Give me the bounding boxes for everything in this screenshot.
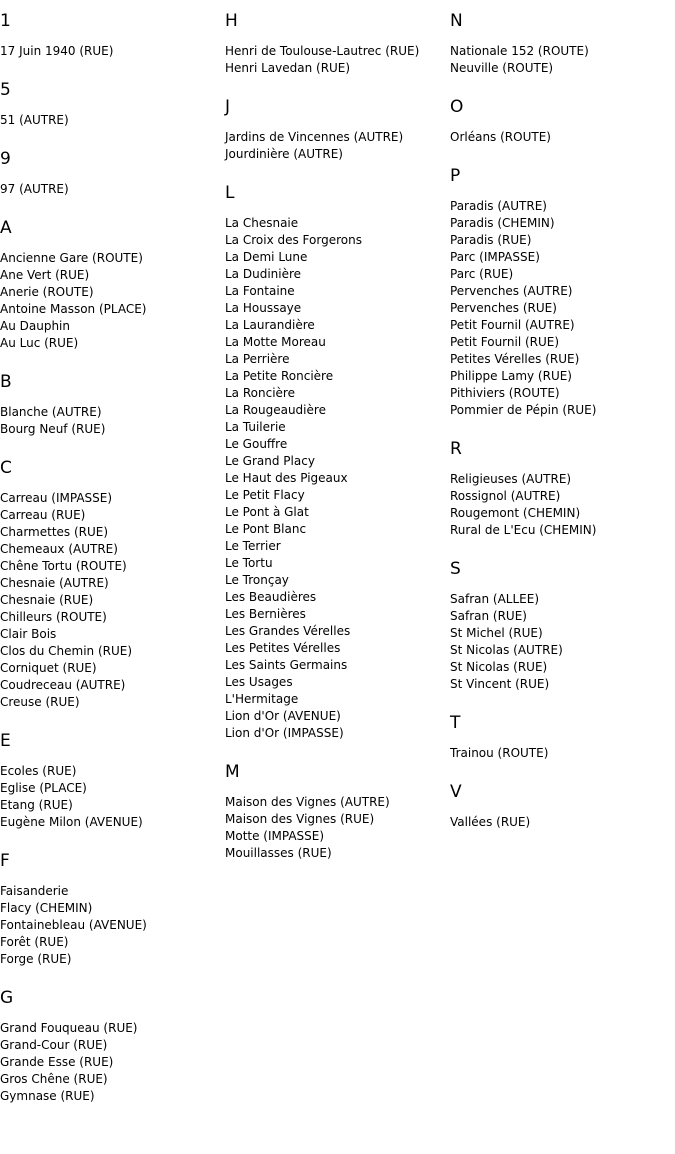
street-link[interactable]: Religieuses (AUTRE): [450, 472, 572, 486]
letter-group: [450, 712, 672, 762]
street-link[interactable]: Forge (RUE): [0, 952, 72, 966]
street-link[interactable]: La Perrière: [225, 352, 290, 366]
street-link[interactable]: Le Terrier: [225, 539, 281, 553]
letter-heading: G: [0, 988, 14, 1008]
street-link[interactable]: Chesnaie (RUE): [0, 593, 94, 607]
street-link[interactable]: Etang (RUE): [0, 798, 73, 812]
street-link[interactable]: 17 Juin 1940 (RUE): [0, 44, 114, 58]
street-link[interactable]: Le Pont Blanc: [225, 522, 307, 536]
street-list: [0, 1020, 222, 1105]
street-list: [225, 129, 447, 163]
street-link[interactable]: Chemeaux (AUTRE): [0, 542, 118, 556]
street-link[interactable]: Le Haut des Pigeaux: [225, 471, 348, 485]
letter-heading: 1: [0, 11, 11, 31]
letter-group: [0, 217, 222, 352]
street-index-column: [225, 10, 447, 881]
street-link[interactable]: Ecoles (RUE): [0, 764, 77, 778]
street-link[interactable]: Rural de L'Ecu (CHEMIN): [450, 523, 597, 537]
letter-group: [450, 438, 672, 539]
letter-heading: L: [225, 183, 235, 203]
letter-heading: J: [225, 97, 231, 117]
letter-heading: H: [225, 11, 238, 31]
street-link[interactable]: Chilleurs (ROUTE): [0, 610, 107, 624]
letter-heading: 9: [0, 149, 11, 169]
street-link[interactable]: Faisanderie: [0, 884, 69, 898]
street-link[interactable]: Trainou (ROUTE): [450, 746, 549, 760]
street-link[interactable]: Les Petites Vérelles: [225, 641, 341, 655]
street-link[interactable]: Pervenches (RUE): [450, 301, 557, 315]
street-list: [0, 181, 222, 198]
letter-group: [0, 730, 222, 831]
street-link[interactable]: Rossignol (AUTRE): [450, 489, 561, 503]
street-link[interactable]: La Croix des Forgerons: [225, 233, 362, 247]
letter-group: [450, 96, 672, 146]
street-list: [225, 794, 447, 862]
street-list: [450, 471, 672, 539]
street-link[interactable]: Forêt (RUE): [0, 935, 69, 949]
street-link[interactable]: Safran (RUE): [450, 609, 527, 623]
street-link[interactable]: Chesnaie (AUTRE): [0, 576, 109, 590]
street-link[interactable]: La Tuilerie: [225, 420, 286, 434]
letter-group: [450, 558, 672, 693]
street-link[interactable]: Le Tronçay: [225, 573, 289, 587]
street-link[interactable]: Pithiviers (ROUTE): [450, 386, 560, 400]
street-link[interactable]: Mouillasses (RUE): [225, 846, 332, 860]
street-link[interactable]: 51 (AUTRE): [0, 113, 69, 127]
letter-group: [225, 10, 447, 77]
street-list: [450, 43, 672, 77]
street-link[interactable]: Petites Vérelles (RUE): [450, 352, 580, 366]
street-link[interactable]: La Motte Moreau: [225, 335, 326, 349]
letter-heading: P: [450, 166, 461, 186]
street-link[interactable]: Pommier de Pépin (RUE): [450, 403, 597, 417]
street-link[interactable]: La Demi Lune: [225, 250, 308, 264]
street-link[interactable]: Lion d'Or (IMPASSE): [225, 726, 344, 740]
street-link[interactable]: St Nicolas (AUTRE): [450, 643, 563, 657]
street-link[interactable]: St Michel (RUE): [450, 626, 543, 640]
street-link[interactable]: Henri Lavedan (RUE): [225, 61, 351, 75]
letter-group: [0, 10, 222, 60]
letter-heading: M: [225, 762, 240, 782]
street-link[interactable]: Corniquet (RUE): [0, 661, 97, 675]
street-link[interactable]: Chêne Tortu (ROUTE): [0, 559, 127, 573]
letter-group: [0, 987, 222, 1105]
street-link[interactable]: Le Gouffre: [225, 437, 288, 451]
street-link[interactable]: 97 (AUTRE): [0, 182, 69, 196]
street-link[interactable]: Parc (RUE): [450, 267, 514, 281]
street-link[interactable]: Blanche (AUTRE): [0, 405, 102, 419]
street-link[interactable]: Eglise (PLACE): [0, 781, 87, 795]
letter-group: [450, 165, 672, 419]
letter-group: [0, 79, 222, 129]
street-list: [0, 404, 222, 438]
street-index-column: [450, 10, 672, 850]
street-list: [450, 129, 672, 146]
street-link[interactable]: Eugène Milon (AVENUE): [0, 815, 143, 829]
street-index-column: [0, 10, 222, 1124]
street-list: [0, 883, 222, 968]
street-list: [450, 745, 672, 762]
street-link[interactable]: Carreau (IMPASSE): [0, 491, 113, 505]
street-link[interactable]: Pervenches (AUTRE): [450, 284, 573, 298]
letter-group: [450, 10, 672, 77]
street-link[interactable]: Clair Bois: [0, 627, 57, 641]
street-link[interactable]: La Chesnaie: [225, 216, 299, 230]
street-link[interactable]: Maison des Vignes (RUE): [225, 812, 375, 826]
letter-group: [225, 182, 447, 742]
street-link[interactable]: Henri de Toulouse-Lautrec (RUE): [225, 44, 420, 58]
street-link[interactable]: Les Beaudières: [225, 590, 317, 604]
street-link[interactable]: Motte (IMPASSE): [225, 829, 325, 843]
street-link[interactable]: Les Bernières: [225, 607, 306, 621]
street-link[interactable]: Clos du Chemin (RUE): [0, 644, 133, 658]
street-link[interactable]: St Nicolas (RUE): [450, 660, 548, 674]
letter-heading: 5: [0, 80, 11, 100]
street-link[interactable]: Ane Vert (RUE): [0, 268, 90, 282]
street-link[interactable]: Parc (IMPASSE): [450, 250, 540, 264]
letter-heading: A: [0, 218, 12, 238]
street-link[interactable]: Bourg Neuf (RUE): [0, 422, 106, 436]
letter-heading: V: [450, 782, 462, 802]
street-link[interactable]: Antoine Masson (PLACE): [0, 302, 147, 316]
street-link[interactable]: Grand Fouqueau (RUE): [0, 1021, 138, 1035]
street-link[interactable]: Paradis (RUE): [450, 233, 532, 247]
street-link[interactable]: Grande Esse (RUE): [0, 1055, 114, 1069]
letter-group: [225, 761, 447, 862]
street-link[interactable]: Petit Fournil (AUTRE): [450, 318, 575, 332]
street-link[interactable]: La Dudinière: [225, 267, 302, 281]
street-link[interactable]: Carreau (RUE): [0, 508, 86, 522]
street-link[interactable]: Philippe Lamy (RUE): [450, 369, 572, 383]
street-list: [0, 43, 222, 60]
street-list: [0, 490, 222, 711]
street-link[interactable]: Vallées (RUE): [450, 815, 531, 829]
street-link[interactable]: St Vincent (RUE): [450, 677, 550, 691]
street-list: [0, 250, 222, 352]
street-link[interactable]: Paradis (AUTRE): [450, 199, 547, 213]
street-link[interactable]: Le Grand Placy: [225, 454, 315, 468]
street-link[interactable]: La Fontaine: [225, 284, 295, 298]
street-list: [225, 215, 447, 742]
street-link[interactable]: La Roncière: [225, 386, 295, 400]
street-list: [450, 591, 672, 693]
street-link[interactable]: Les Grandes Vérelles: [225, 624, 351, 638]
letter-heading: F: [0, 851, 10, 871]
letter-heading: T: [450, 713, 461, 733]
letter-group: [0, 850, 222, 968]
street-link[interactable]: Les Usages: [225, 675, 293, 689]
street-link[interactable]: Au Luc (RUE): [0, 336, 79, 350]
street-link[interactable]: Maison des Vignes (AUTRE): [225, 795, 390, 809]
letter-heading: E: [0, 731, 11, 751]
street-link[interactable]: Au Dauphin: [0, 319, 70, 333]
street-link[interactable]: La Rougeaudière: [225, 403, 326, 417]
street-link[interactable]: Charmettes (RUE): [0, 525, 109, 539]
letter-heading: N: [450, 11, 463, 31]
street-link[interactable]: Gros Chêne (RUE): [0, 1072, 108, 1086]
street-link[interactable]: La Petite Roncière: [225, 369, 334, 383]
letter-heading: R: [450, 439, 462, 459]
street-link[interactable]: Jourdinière (AUTRE): [225, 147, 343, 161]
street-link[interactable]: Creuse (RUE): [0, 695, 80, 709]
street-link[interactable]: Paradis (CHEMIN): [450, 216, 555, 230]
street-link[interactable]: Lion d'Or (AVENUE): [225, 709, 341, 723]
street-link[interactable]: Petit Fournil (RUE): [450, 335, 560, 349]
street-list: [450, 814, 672, 831]
letter-heading: B: [0, 372, 12, 392]
street-link[interactable]: Le Pont à Glat: [225, 505, 309, 519]
street-link[interactable]: Coudreceau (AUTRE): [0, 678, 126, 692]
street-link[interactable]: La Houssaye: [225, 301, 302, 315]
street-link[interactable]: La Laurandière: [225, 318, 315, 332]
street-link[interactable]: Le Petit Flacy: [225, 488, 305, 502]
street-list: [450, 198, 672, 419]
letter-group: [225, 96, 447, 163]
street-link[interactable]: Gymnase (RUE): [0, 1089, 95, 1103]
street-link[interactable]: Ancienne Gare (ROUTE): [0, 251, 143, 265]
letter-heading: O: [450, 97, 464, 117]
letter-group: [0, 371, 222, 438]
letter-heading: S: [450, 559, 461, 579]
street-link[interactable]: Fontainebleau (AVENUE): [0, 918, 147, 932]
street-link[interactable]: Jardins de Vincennes (AUTRE): [225, 130, 404, 144]
letter-group: [0, 457, 222, 711]
street-link[interactable]: Le Tortu: [225, 556, 273, 570]
street-list: [0, 112, 222, 129]
street-link[interactable]: Neuville (ROUTE): [450, 61, 554, 75]
street-link[interactable]: Grand-Cour (RUE): [0, 1038, 108, 1052]
street-list: [0, 763, 222, 831]
street-link[interactable]: Flacy (CHEMIN): [0, 901, 93, 915]
street-link[interactable]: Anerie (ROUTE): [0, 285, 94, 299]
letter-heading: C: [0, 458, 12, 478]
street-link[interactable]: Les Saints Germains: [225, 658, 348, 672]
street-link[interactable]: Rougemont (CHEMIN): [450, 506, 581, 520]
street-link[interactable]: Safran (ALLEE): [450, 592, 540, 606]
street-link[interactable]: L'Hermitage: [225, 692, 299, 706]
street-list: [225, 43, 447, 77]
letter-group: [450, 781, 672, 831]
letter-group: [0, 148, 222, 198]
street-link[interactable]: Orléans (ROUTE): [450, 130, 551, 144]
street-link[interactable]: Nationale 152 (ROUTE): [450, 44, 589, 58]
